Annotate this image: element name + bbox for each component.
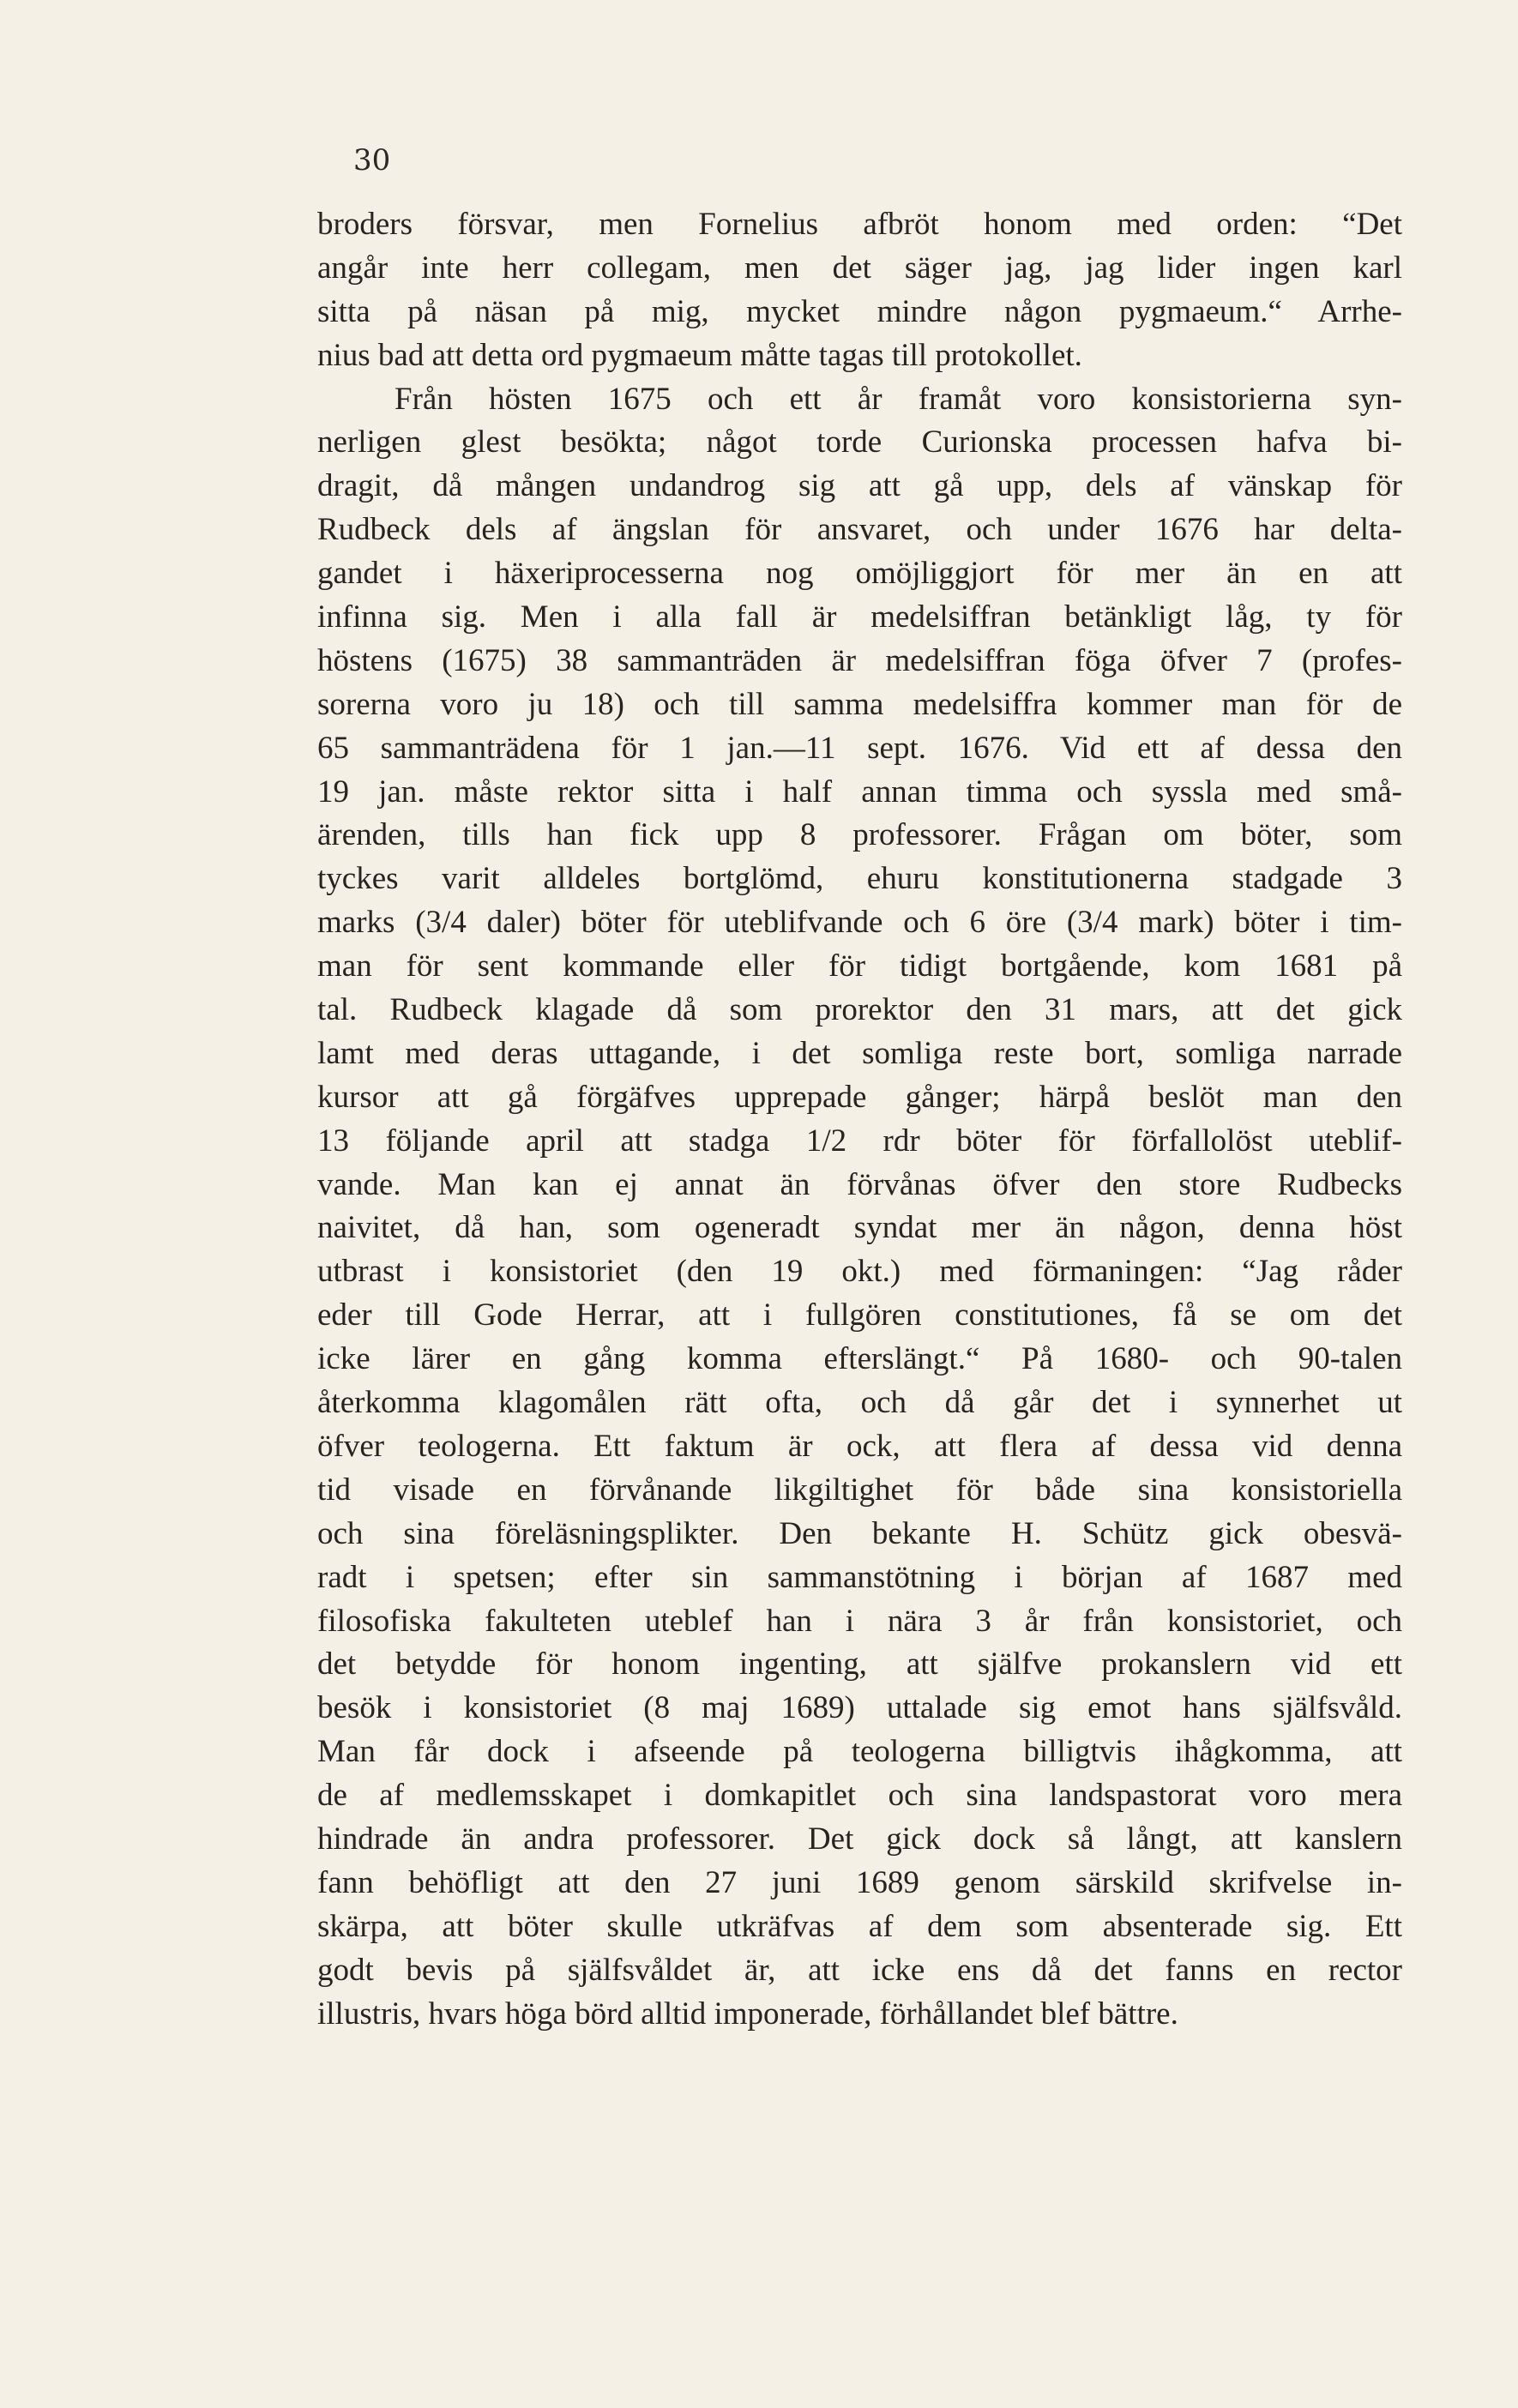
text-line: tal. Rudbeck klagade då som prorektor den 31 mars, att det gick: [317, 992, 1402, 1028]
text-line: öfver teologerna. Ett faktum är ock, att flera af dessa vid denna: [317, 1428, 1402, 1464]
text-line: eder till Gode Herrar, att i fullgören constitutiones, få se om det: [317, 1297, 1402, 1333]
text-line: höstens (1675) 38 sammanträden är medelsiffran föga öfver 7 (profes-: [317, 642, 1402, 678]
text-line: lamt med deras uttagande, i det somliga reste bort, somliga narrade: [317, 1035, 1402, 1071]
text-line: naivitet, då han, som ogeneradt syndat mer än någon, denna höst: [317, 1210, 1402, 1246]
text-line: man för sent kommande eller för tidigt bortgående, kom 1681 på: [317, 948, 1402, 984]
text-line: gandet i häxeriprocesserna nog omöjliggjort för mer än en att: [317, 556, 1402, 592]
text-line: angår inte herr collegam, men det säger jag, jag lider ingen karl: [317, 250, 1402, 286]
text-line: de af medlemsskapet i domkapitlet och sina landspastorat voro mera: [317, 1778, 1402, 1814]
text-line: 65 sammanträdena för 1 jan.—11 sept. 1676. Vid ett af dessa den: [317, 730, 1402, 766]
text-line: 13 följande april att stadga 1/2 rdr böter för förfallolöst uteblif-: [317, 1123, 1402, 1159]
text-line: icke lärer en gång komma efterslängt.“ På 1680- och 90-talen: [317, 1341, 1402, 1377]
text-line: kursor att gå förgäfves upprepade gånger; härpå beslöt man den: [317, 1079, 1402, 1115]
text-line: skärpa, att böter skulle utkräfvas af dem som absenterade sig. Ett: [317, 1908, 1402, 1944]
text-line: filosofiska fakulteten uteblef han i nära 3 år från konsistoriet, och: [317, 1603, 1402, 1639]
text-line: dragit, då mången undandrog sig att gå upp, dels af vänskap för: [317, 468, 1402, 504]
text-line: tid visade en förvånande likgiltighet för både sina konsistoriella: [317, 1472, 1402, 1508]
text-line: Man får dock i afseende på teologerna billigtvis ihågkomma, att: [317, 1734, 1402, 1770]
text-line: illustris, hvars höga börd alltid imponerade, förhållandet blef bättre.: [317, 1996, 1178, 2032]
text-line: radt i spetsen; efter sin sammanstötning i början af 1687 med: [317, 1559, 1402, 1595]
page-number: 30: [353, 143, 391, 178]
text-line: vande. Man kan ej annat än förvånas öfver den store Rudbecks: [317, 1166, 1402, 1202]
text-line: Rudbeck dels af ängslan för ansvaret, och under 1676 har delta-: [317, 512, 1402, 548]
text-line: fann behöfligt att den 27 juni 1689 genom särskild skrifvelse in-: [317, 1864, 1402, 1900]
body-text: [317, 203, 1402, 2036]
text-line: Från hösten 1675 och ett år framåt voro konsistorierna syn-: [395, 381, 1402, 417]
text-line: återkomma klagomålen rätt ofta, och då går det i synnerhet ut: [317, 1385, 1402, 1421]
text-line: besök i konsistoriet (8 maj 1689) uttalade sig emot hans själfsvåld.: [317, 1690, 1402, 1726]
text-line: broders försvar, men Fornelius afbröt honom med orden: “Det: [317, 207, 1402, 242]
text-line: utbrast i konsistoriet (den 19 okt.) med förmaningen: “Jag råder: [317, 1254, 1402, 1290]
text-line: marks (3/4 daler) böter för uteblifvande och 6 öre (3/4 mark) böter i tim-: [317, 905, 1402, 941]
text-line: godt bevis på själfsvåldet är, att icke ens då det fanns en rector: [317, 1952, 1402, 1988]
text-line: nerligen glest besökta; något torde Curionska processen hafva bi-: [317, 424, 1402, 461]
text-line: och sina föreläsningsplikter. Den bekante H. Schütz gick obesvä-: [317, 1515, 1402, 1551]
text-line: infinna sig. Men i alla fall är medelsiffran betänkligt låg, ty för: [317, 599, 1402, 635]
text-line: det betydde för honom ingenting, att själfve prokanslern vid ett: [317, 1646, 1402, 1683]
text-line: sitta på näsan på mig, mycket mindre någon pygmaeum.“ Arrhe-: [317, 293, 1402, 329]
text-line: sorerna voro ju 18) och till samma medelsiffra kommer man för de: [317, 686, 1402, 722]
text-line: nius bad att detta ord pygmaeum måtte tagas till protokollet.: [317, 337, 1082, 373]
text-line: tyckes varit alldeles bortglömd, ehuru konstitutionerna stadgade 3: [317, 861, 1402, 897]
text-line: ärenden, tills han fick upp 8 professorer. Frågan om böter, som: [317, 817, 1402, 853]
text-line: 19 jan. måste rektor sitta i half annan timma och syssla med små-: [317, 774, 1402, 810]
text-line: hindrade än andra professorer. Det gick dock så långt, att kanslern: [317, 1821, 1402, 1857]
